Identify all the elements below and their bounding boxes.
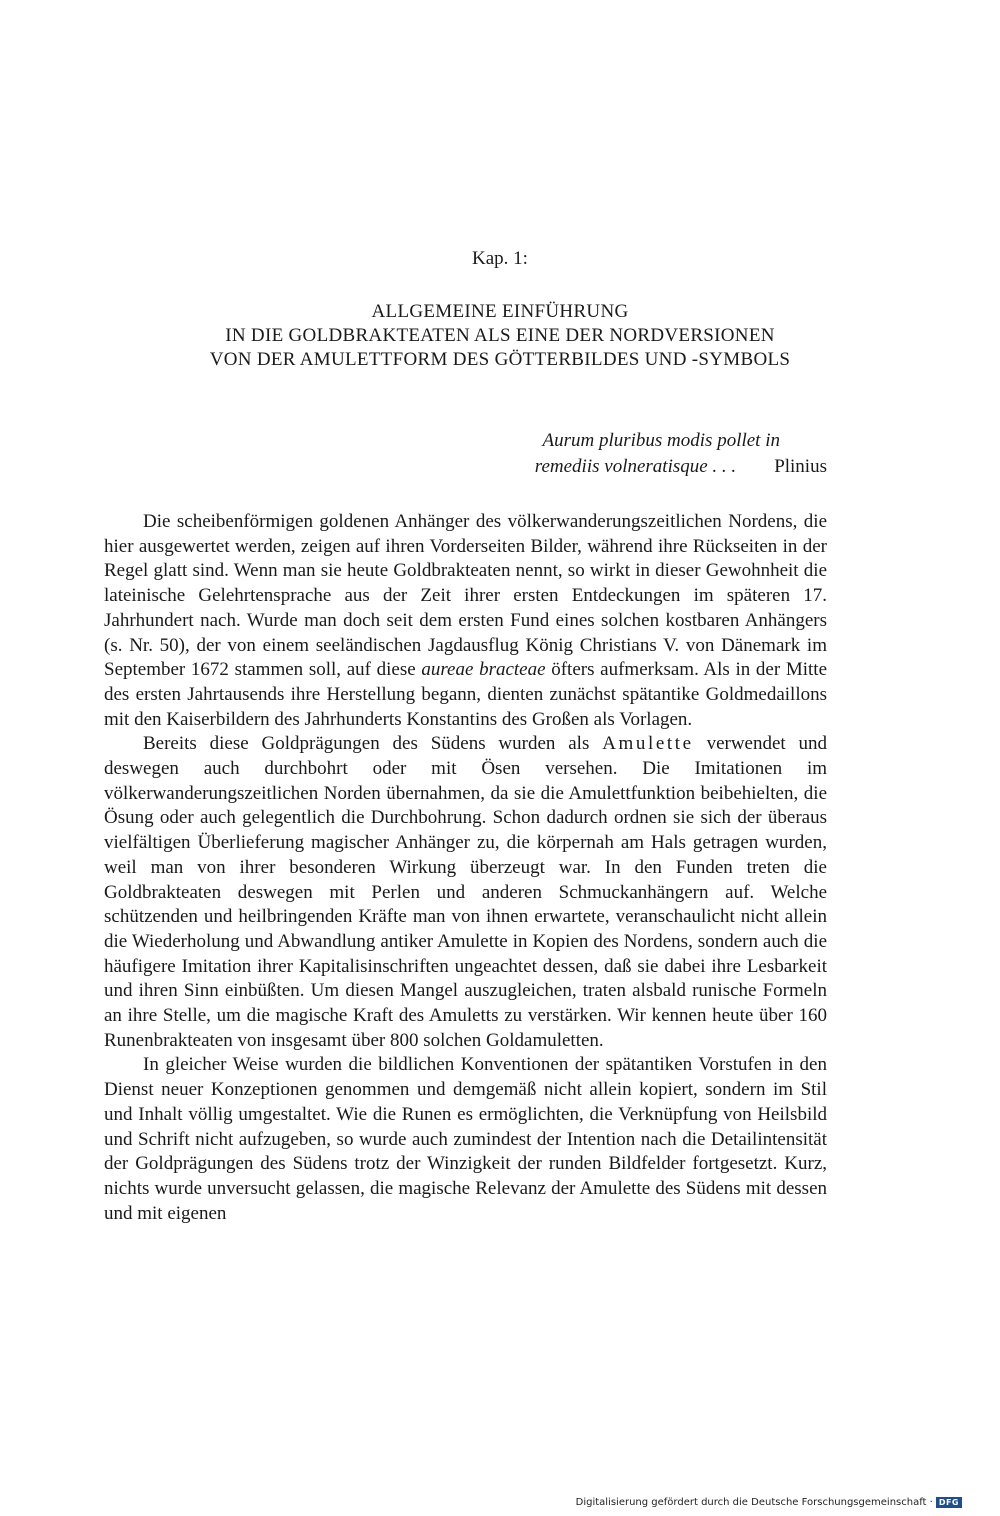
paragraph xyxy=(104,1053,827,1226)
epigraph xyxy=(327,428,827,480)
epigraph-line: Aurum pluribus modis pollet in xyxy=(542,430,780,451)
body-text xyxy=(104,510,827,1226)
chapter-title-line: ALLGEMEINE EINFÜHRUNG xyxy=(371,301,629,322)
footer-text: Digitalisierung gefördert durch die Deutsche Forschungsgemeinschaft · xyxy=(575,1497,933,1508)
italic-term: aureae bracteae xyxy=(421,659,546,681)
paragraph-text: In gleicher Weise wurden die bildlichen Konventionen der spätantiken Vorstufen in den Dienst neuer Konzeptionen genommen und demgemäß nicht allein kopiert, sondern im Stil und Inhalt völlig umgestaltet. Wie die Runen es ermöglichten, die Verknüpfung von Heilsbild und Schrift nicht aufzugeben, so wurde auch zumindest der Intention nach die Detailintensität der Goldprägungen des Südens trotz der Winzigkeit der runden Bildfelder fortgesetzt. Kurz, nichts wurde unversucht gelassen, die magische Relevanz der Amulette des Südens mit dessen und mit eigenen xyxy=(104,1054,827,1224)
paragraph-text: verwendet und deswegen auch durchbohrt oder mit Ösen versehen. Die Imitationen im völkerwanderungszeitlichen Norden übernahmen, da sie die Amulettfunktion beibehielten, die Ösung oder auch gelegentlich die Durchbohrung. Schon dadurch ordnen sie sich der überaus vielfältigen Überlieferung magischer Anhänger zu, die körpernah am Hals getragen wurden, weil man von ihrer besonderen Wirkung überzeugt war. In den Funden treten die Goldbrakteaten deswegen mit Perlen und anderen Schmuckanhängern auf. Welche schützenden und heilbringenden Kräfte man von ihnen erwartete, veranschaulicht nicht allein die Wiederholung und Abwandlung antiker Amulette in Kopien des Nordens, sondern auch die häufigere Imitation ihrer Kapitalisinschriften ungeachtet dessen, daß sie dabei ihre Lesbarkeit und ihren Sinn einbüßten. Um diesen Mangel auszugleichen, traten alsbald runische Formeln an ihre Stelle, um die magische Kraft des Amuletts zu verstärken. Wir kennen heute über 160 Runenbrakteaten von insgesamt über 800 solchen Goldamuletten. xyxy=(104,733,828,1051)
paragraph-text: Die scheibenförmigen goldenen Anhänger des völkerwanderungszeitlichen Nordens, die hier ausgewertet werden, zeigen auf ihren Vorderseiten Bilder, während ihre Rückseiten in der Regel glatt sind. Wenn man sie heute Goldbrakteaten nennt, so wirkt in dieser Gewohnheit die lateinische Gelehrtensprache aus der Zeit ihrer ersten Entdeckungen im späteren 17. Jahrhundert nach. Wurde man doch seit dem ersten Fund eines solchen kostbaren Anhängers (s. Nr. 50), der von einem seeländischen Jagdausflug König Christians V. von Dänemark im September 1672 stammen soll, auf diese xyxy=(104,511,827,681)
epigraph-line: remediis volneratisque . . . xyxy=(534,456,737,477)
chapter-title xyxy=(0,300,1000,372)
emphasized-term: Amulette xyxy=(602,733,694,755)
epigraph-author: Plinius xyxy=(774,456,827,477)
footer-credit xyxy=(576,1497,962,1508)
paragraph-text: öfters aufmerksam. Als in der Mitte des ersten Jahrtausends ihre Herstellung begann, dienten zunächst spätantike Goldmedaillons mit den Kaiserbildern des Jahrhunderts Konstantins des Großen als Vorlagen. xyxy=(104,659,828,730)
chapter-title-line: VON DER AMULETTFORM DES GÖTTERBILDES UND -SYMBOLS xyxy=(209,349,791,370)
chapter-label: Kap. 1: xyxy=(472,248,528,269)
paragraph-text: Bereits diese Goldprägungen des Südens wurden als xyxy=(143,733,590,755)
paragraph xyxy=(104,732,827,1053)
paragraph xyxy=(104,510,827,732)
chapter-title-line: IN DIE GOLDBRAKTEATEN ALS EINE DER NORDVERSIONEN xyxy=(225,325,775,346)
dfg-logo: DFG xyxy=(936,1497,962,1508)
